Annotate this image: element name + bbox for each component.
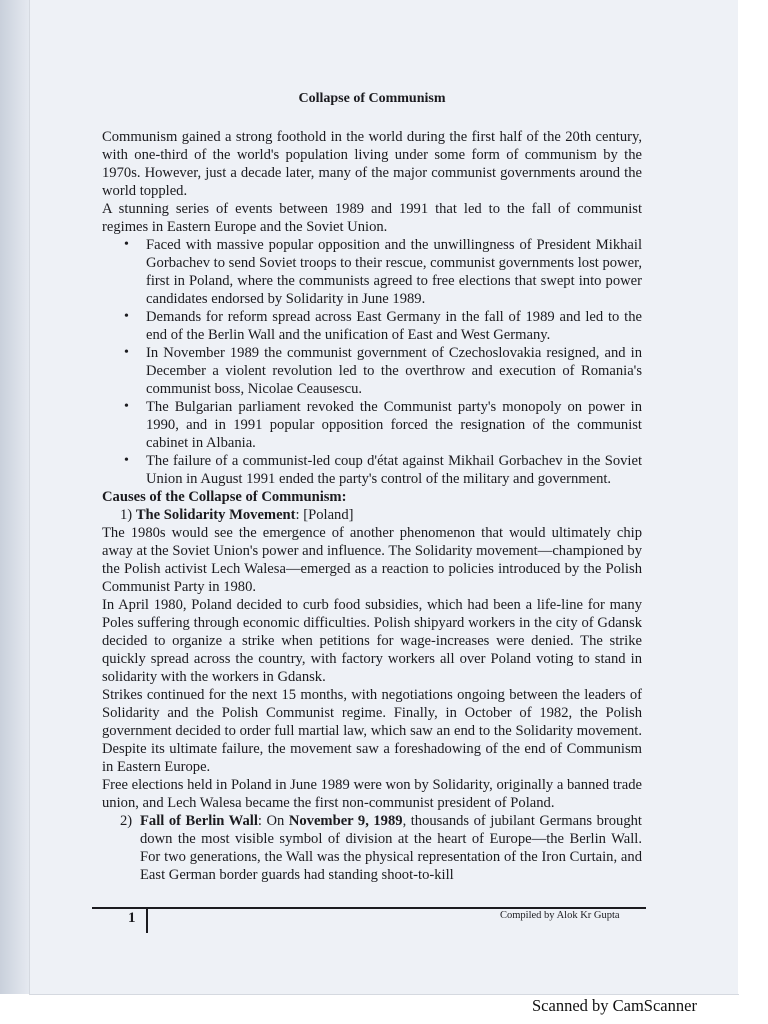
solidarity-paragraph-4: Free elections held in Poland in June 1989 were won by Solidarity, originally a banned trade union, and Lech Walesa became the first non-communist president of Poland.	[102, 777, 642, 811]
bullet-icon: •	[124, 309, 129, 324]
right-margin	[738, 0, 768, 994]
page-number-divider	[146, 909, 148, 933]
bullet-text: In November 1989 the communist government of Czechoslovakia resigned, and in December a violent revolution led to the overthrow and execution of Romania's communist boss, Nicolae Ceausescu.	[146, 345, 642, 397]
bullet-text: Faced with massive popular opposition and the unwillingness of President Mikhail Gorbachev to send Soviet troops to their rescue, communist governments lost power, first in Poland, where the communists agreed to free elections that swept into power candidates endorsed by Solidarity in June 1989.	[146, 237, 642, 307]
document-title: Collapse of Communism	[298, 91, 446, 106]
cause-2-lead: On	[266, 813, 289, 829]
bullet-icon: •	[124, 345, 129, 360]
cause-1-number: 1)	[120, 507, 133, 523]
document-body	[102, 90, 642, 884]
cause-2-body	[140, 812, 642, 884]
bullet-icon: •	[124, 237, 129, 252]
bullet-item	[124, 452, 642, 488]
bullet-text: The failure of a communist-led coup d'état against Mikhail Gorbachev in the Soviet Union in August 1991 ended the party's control of the military and government.	[146, 453, 642, 487]
cause-2-text: , thousands of jubilant Germans brought down the most visible symbol of division at the heart of Europe—the Berlin Wall. For two generations, the Wall was the physical representation of the Iron Curtain, and East German border guards had standing shoot-to-kill	[140, 813, 642, 883]
bullet-item	[124, 398, 642, 452]
cause-2-date: November 9, 1989	[288, 813, 403, 829]
intro-paragraph-1: Communism gained a strong foothold in the world during the first half of the 20th century, with one-third of the world's population living under some form of communism by the 1970s. However, just a decade later, many of the major communist governments around the world toppled.	[102, 129, 642, 199]
bullet-item	[124, 308, 642, 344]
solidarity-paragraph-2: In April 1980, Poland decided to curb food subsidies, which had been a life-line for many Poles suffering through economic difficulties. Polish shipyard workers in the city of Gdansk decided to organize a strike when petitions for wage-increases were denied. The strike quickly spread across the country, with factory workers all over Poland voting to stand in solidarity with the workers in Gdansk.	[102, 597, 642, 685]
cause-1-heading	[102, 506, 642, 524]
footer-rule	[92, 907, 646, 909]
intro-paragraph-2: A stunning series of events between 1989 and 1991 that led to the fall of communist regimes in Eastern Europe and the Soviet Union.	[102, 201, 642, 235]
causes-heading: Causes of the Collapse of Communism:	[102, 489, 347, 505]
cause-2-title: Fall of Berlin Wall	[140, 813, 258, 829]
cause-2-number: 2)	[120, 813, 133, 829]
solidarity-paragraph-1: The 1980s would see the emergence of another phenomenon that would ultimately chip away at the Soviet Union's power and influence. The Solidarity movement—championed by the Polish activist Lech Walesa—emerged as a reaction to policies introduced by the Polish Communist Party in 1980.	[102, 525, 642, 595]
scanner-watermark: Scanned by CamScanner	[532, 996, 697, 1015]
bullet-item	[124, 236, 642, 308]
bullet-icon: •	[124, 453, 129, 468]
bullet-item	[124, 344, 642, 398]
page-number: 1	[128, 910, 136, 926]
bullet-text: Demands for reform spread across East Germany in the fall of 1989 and led to the end of the Berlin Wall and the unification of East and West Germany.	[146, 309, 642, 343]
cause-2-colon: :	[257, 813, 267, 829]
solidarity-paragraph-3: Strikes continued for the next 15 months, with negotiations ongoing between the leaders of Solidarity and the Polish Communist regime. Finally, in October of 1982, the Polish government decided to order full martial law, which saw an end to the Solidarity movement. Despite its ultimate failure, the movement saw a foreshadowing of the end of Communism in Eastern Europe.	[102, 687, 642, 775]
compiled-by-credit: Compiled by Alok Kr Gupta	[500, 910, 620, 921]
events-bullet-list	[102, 236, 642, 488]
cause-1-suffix: : [Poland]	[295, 507, 354, 523]
bullet-text: The Bulgarian parliament revoked the Communist party's monopoly on power in 1990, and in 1991 popular opposition forced the resignation of the communist cabinet in Albania.	[146, 399, 642, 451]
cause-2-item	[102, 812, 642, 884]
bullet-icon: •	[124, 399, 129, 414]
page-edge-shadow	[0, 0, 30, 994]
cause-1-title: The Solidarity Movement	[135, 507, 296, 523]
